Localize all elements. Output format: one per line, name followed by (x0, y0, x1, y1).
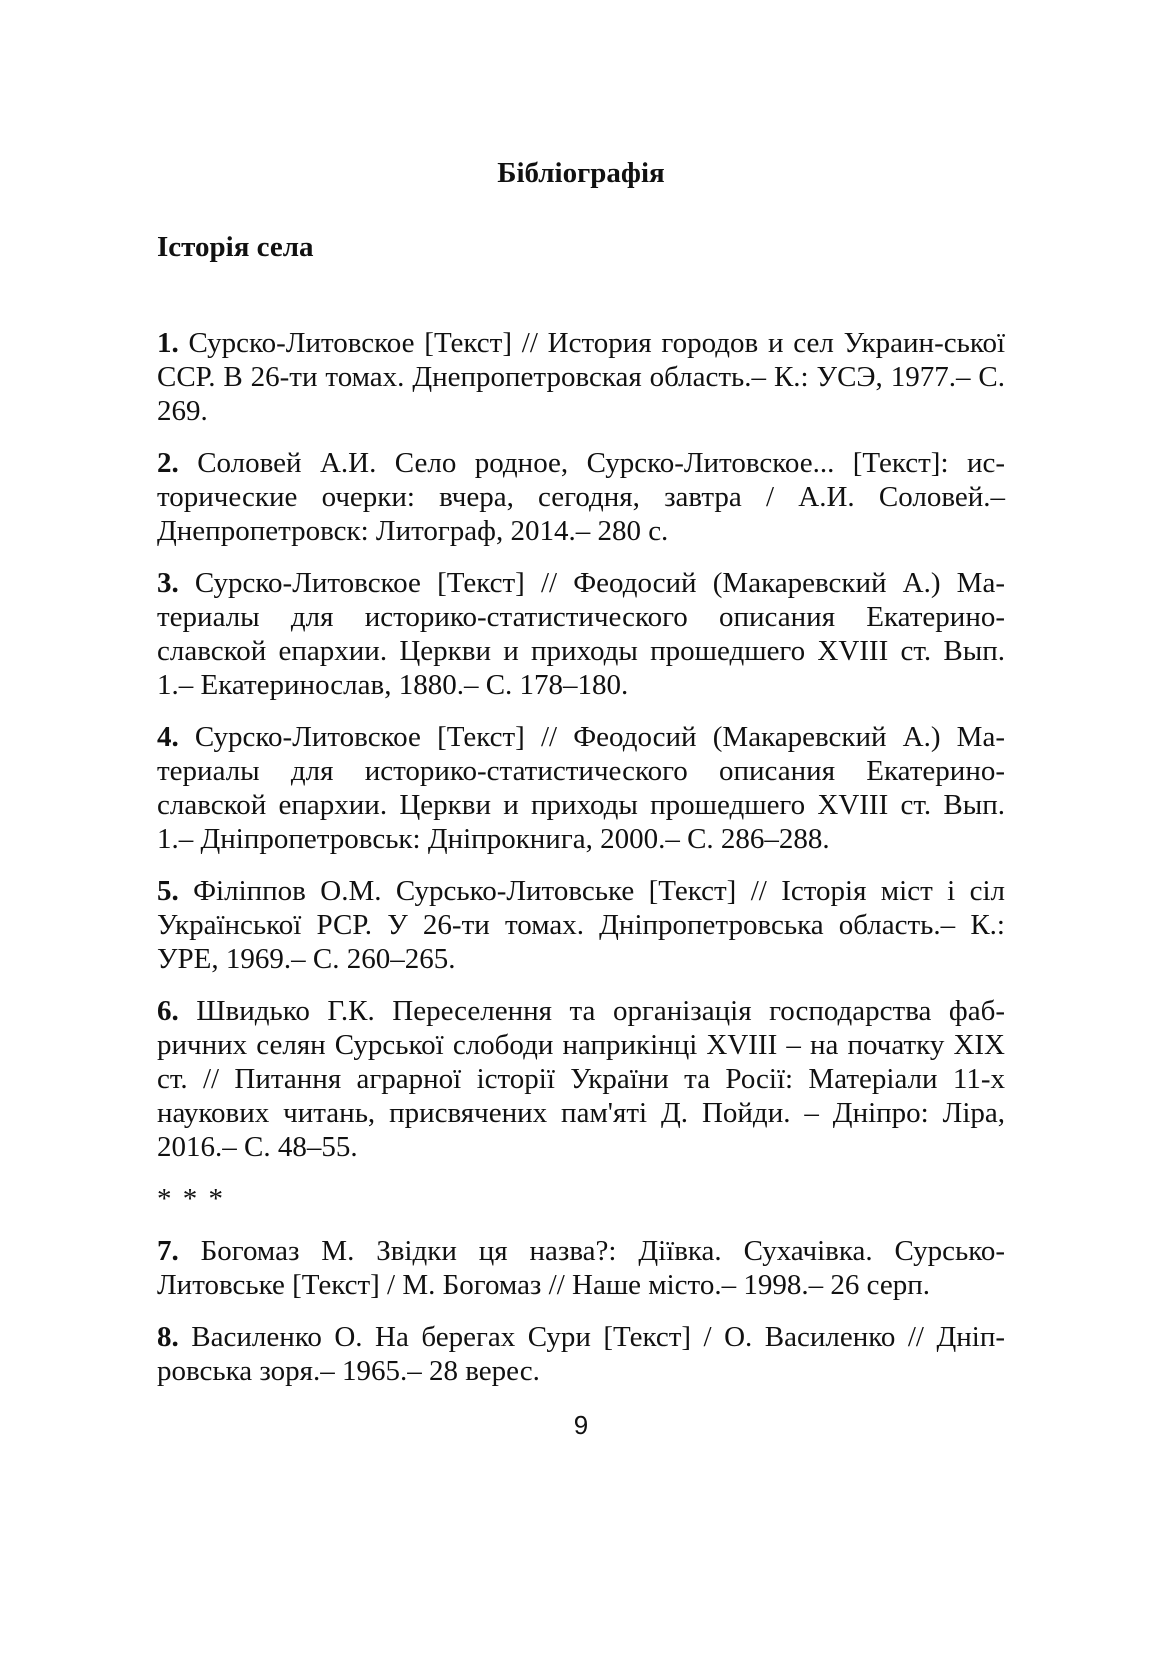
entry-text: Сурско-Литовское [Текст] // История городов и сел Украин-ської ССР. В 26-ти томах. Днепропетровская область.– К.: УСЭ, 1977.– С. 269. (157, 327, 1005, 427)
entry-text: Богомаз М. Звідки ця назва?: Діївка. Сухачівка. Сурсько-Литовське [Текст] / М. Богомаз // Наше місто.– 1998.– 26 серп. (157, 1235, 1006, 1301)
entry-text: Сурско-Литовское [Текст] // Феодосий (Макаревский А.) Ма-териалы для историко-статистического описания Екатерино-славской епархии. Церкви и приходы прошедшего XVIII ст. Вып. 1.– Екатеринослав, 1880.– С. 178–180. (157, 567, 1005, 701)
bibliography-entry-2 (157, 446, 1005, 548)
page-number: 9 (573, 1410, 589, 1440)
entry-text: Філіппов О.М. Сурсько-Литовське [Текст] // Історія міст і сіл Української РСР. У 26-ти томах. Дніпропетровська область.– К.: УРЕ, 1969.– С. 260–265. (157, 875, 1005, 975)
bibliography-entry-3 (157, 566, 1005, 702)
entry-number: 1. (157, 327, 179, 359)
bibliography-entry-6 (157, 994, 1005, 1164)
section-title: Історія села (157, 231, 314, 263)
bibliography-entry-4 (157, 720, 1005, 856)
bibliography-entry-7 (157, 1234, 1005, 1302)
bibliography-entry-8 (157, 1320, 1005, 1388)
entry-number: 3. (157, 567, 179, 599)
bibliography-entry-5 (157, 874, 1005, 976)
entry-text: Швидько Г.К. Переселення та організація господарства фаб-ричних селян Сурської слободи наприкінці XVIII – на початку XIX ст. // Питання аграрної історії України та Росії: Матеріали 11-х наукових читань, присвячених пам'яті Д. Пойди. – Дніпро: Ліра, 2016.– С. 48–55. (157, 995, 1006, 1163)
entry-number: 8. (157, 1321, 179, 1353)
entry-text: Сурско-Литовское [Текст] // Феодосий (Макаревский А.) Ма-териалы для историко-статистического описания Екатерино-славской епархии. Церкви и приходы прошедшего XVIII ст. Вып. 1.– Дніпропетровськ: Дніпрокнига, 2000.– С. 286–288. (157, 721, 1005, 855)
entry-number: 7. (157, 1235, 179, 1267)
page-title: Бібліографія (497, 157, 665, 189)
section-separator: * * * (157, 1183, 225, 1215)
entry-number: 2. (157, 447, 179, 479)
entry-text: Соловей А.И. Село родное, Сурско-Литовское... [Текст]: ис-торические очерки: вчера, сегодня, завтра / А.И. Соловей.– Днепропетровск: Литограф, 2014.– 280 с. (157, 447, 1006, 547)
bibliography-list (157, 326, 1005, 1406)
entry-text: Василенко О. На берегах Сури [Текст] / О. Василенко // Дніп-ровська зоря.– 1965.– 28 верес. (157, 1321, 1005, 1387)
entry-number: 6. (157, 995, 179, 1027)
entry-number: 5. (157, 875, 179, 907)
entry-number: 4. (157, 721, 179, 753)
bibliography-entry-1 (157, 326, 1005, 428)
